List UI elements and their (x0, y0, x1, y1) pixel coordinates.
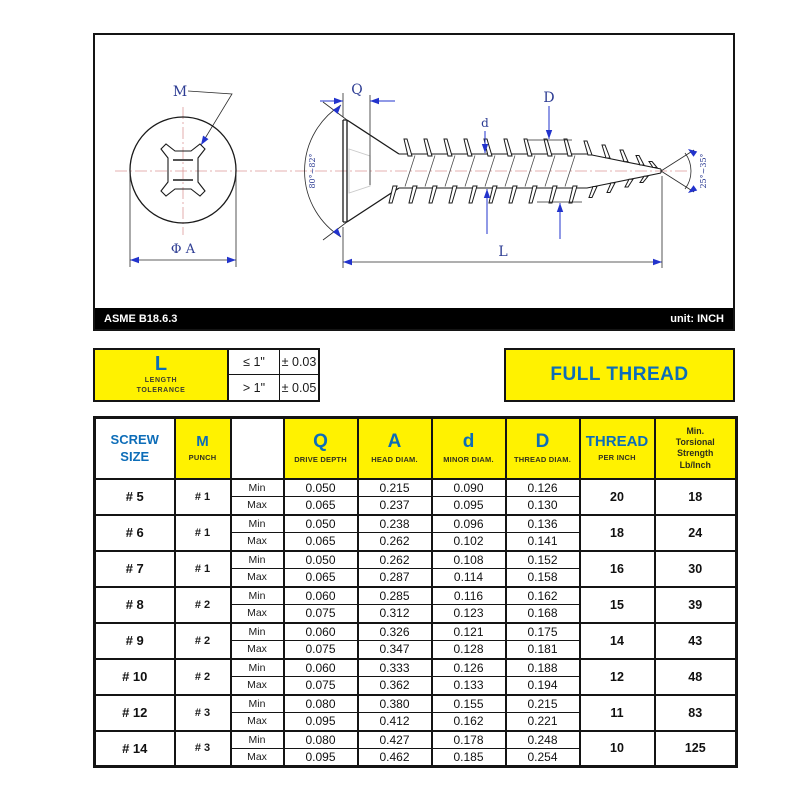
table-cell: 14 (580, 623, 655, 659)
side-view-dimensions (130, 82, 708, 268)
table-cell: # 2 (175, 587, 231, 623)
label-d: d (481, 116, 489, 130)
header-drive-depth: Q DRIVE DEPTH (284, 418, 358, 479)
table-cell: 0.050 (284, 515, 358, 533)
table-cell: Min (231, 731, 284, 749)
table-cell: 125 (655, 731, 737, 767)
table-cell: 0.133 (432, 677, 506, 695)
table-cell: 0.152 (506, 551, 580, 569)
spec-row-min (95, 623, 737, 641)
table-cell: Min (231, 479, 284, 497)
table-cell: 0.095 (284, 713, 358, 731)
table-cell: 0.333 (358, 659, 432, 677)
table-cell: Max (231, 497, 284, 515)
table-cell: 0.380 (358, 695, 432, 713)
tolerance-value-1: ± 0.03 (280, 350, 318, 375)
label-l: L (498, 244, 508, 260)
table-cell: # 10 (95, 659, 175, 695)
table-cell: 0.285 (358, 587, 432, 605)
table-cell: # 5 (95, 479, 175, 515)
table-cell: 24 (655, 515, 737, 551)
table-cell: # 14 (95, 731, 175, 767)
table-cell: 0.347 (358, 641, 432, 659)
table-cell: 43 (655, 623, 737, 659)
table-cell: 0.155 (432, 695, 506, 713)
table-cell: Min (231, 551, 284, 569)
spec-row-min (95, 587, 737, 605)
table-cell: 0.075 (284, 605, 358, 623)
header-minor-diam: d MINOR DIAM. (432, 418, 506, 479)
table-cell: 0.215 (506, 695, 580, 713)
table-cell: Max (231, 713, 284, 731)
table-cell: 0.096 (432, 515, 506, 533)
header-torsional-strength: Min. Torsional Strength Lb/Inch (655, 418, 737, 479)
table-cell: 0.427 (358, 731, 432, 749)
header-punch: M PUNCH (175, 418, 231, 479)
table-cell: # 1 (175, 479, 231, 515)
label-phi-a: Φ A (170, 242, 196, 257)
table-cell: # 1 (175, 515, 231, 551)
table-cell: 0.158 (506, 569, 580, 587)
table-cell: 0.262 (358, 551, 432, 569)
tolerance-value-2: ± 0.05 (281, 380, 317, 395)
full-thread-badge: FULL THREAD (504, 348, 735, 402)
length-tolerance-box (93, 348, 320, 402)
label-head-angle: 80°~82° (308, 153, 317, 189)
table-cell: 12 (580, 659, 655, 695)
label-m: M (172, 84, 188, 100)
spec-row-min (95, 479, 737, 497)
header-minmax (231, 418, 284, 479)
table-cell: 0.136 (506, 515, 580, 533)
table-cell: 0.262 (358, 533, 432, 551)
table-cell: 0.162 (506, 587, 580, 605)
unit-label: unit: INCH (670, 312, 724, 325)
header-head-diam: A HEAD DIAM. (358, 418, 432, 479)
table-cell: 0.181 (506, 641, 580, 659)
table-cell: 0.188 (506, 659, 580, 677)
table-cell: Min (231, 515, 284, 533)
table-cell: 0.130 (506, 497, 580, 515)
spec-row-min (95, 695, 737, 713)
tolerance-symbol-cell (95, 350, 229, 400)
table-cell: 0.287 (358, 569, 432, 587)
table-cell: Min (231, 695, 284, 713)
table-cell: 0.060 (284, 659, 358, 677)
tolerance-symbol: L (154, 352, 168, 375)
label-point-angle: 25°~35° (699, 153, 708, 189)
table-cell: 0.162 (432, 713, 506, 731)
table-cell: # 3 (175, 695, 231, 731)
table-cell: 83 (655, 695, 737, 731)
table-cell: 0.126 (432, 659, 506, 677)
header-thread-diam: D THREAD DIAM. (506, 418, 580, 479)
table-cell: 0.326 (358, 623, 432, 641)
table-cell: 0.121 (432, 623, 506, 641)
standard-label: ASME B18.6.3 (104, 312, 178, 325)
table-cell: 0.254 (506, 749, 580, 767)
table-cell: # 12 (95, 695, 175, 731)
table-cell: 0.362 (358, 677, 432, 695)
technical-drawing-frame (93, 33, 735, 331)
table-cell: 0.065 (284, 533, 358, 551)
table-cell: # 7 (95, 551, 175, 587)
spec-row-min (95, 551, 737, 569)
table-cell: 11 (580, 695, 655, 731)
table-cell: 0.123 (432, 605, 506, 623)
table-cell: Max (231, 749, 284, 767)
label-q: Q (351, 82, 363, 98)
table-cell: 0.175 (506, 623, 580, 641)
dd-dimension-lines (549, 106, 560, 239)
table-cell: 0.090 (432, 479, 506, 497)
table-cell: 0.060 (284, 623, 358, 641)
table-cell: # 6 (95, 515, 175, 551)
table-cell: 39 (655, 587, 737, 623)
table-cell: 0.050 (284, 479, 358, 497)
spec-table-body (95, 479, 737, 767)
table-cell: Min (231, 623, 284, 641)
table-cell: # 2 (175, 623, 231, 659)
table-cell: 0.060 (284, 587, 358, 605)
spec-row-min (95, 515, 737, 533)
spec-table-header (95, 418, 737, 479)
centerlines (115, 107, 687, 235)
table-cell: Min (231, 659, 284, 677)
table-cell: 0.114 (432, 569, 506, 587)
header-thread-per-inch: THREAD PER INCH (580, 418, 655, 479)
table-cell: 0.194 (506, 677, 580, 695)
table-cell: # 2 (175, 659, 231, 695)
table-cell: 0.185 (432, 749, 506, 767)
table-cell: 0.412 (358, 713, 432, 731)
table-cell: Max (231, 533, 284, 551)
table-cell: 20 (580, 479, 655, 515)
table-cell: 0.168 (506, 605, 580, 623)
table-cell: 16 (580, 551, 655, 587)
tolerance-caption: LENGTH TOLERANCE (136, 376, 186, 394)
table-cell: Max (231, 641, 284, 659)
dimension-arrowheads (130, 98, 697, 265)
table-cell: 48 (655, 659, 737, 695)
spec-row-min (95, 659, 737, 677)
table-cell: 0.095 (432, 497, 506, 515)
table-cell: 0.075 (284, 641, 358, 659)
table-cell: 0.095 (284, 749, 358, 767)
label-dd: D (543, 90, 555, 106)
table-cell: 0.080 (284, 731, 358, 749)
table-cell: 0.238 (358, 515, 432, 533)
table-cell: 0.065 (284, 497, 358, 515)
table-cell: 18 (655, 479, 737, 515)
table-cell: 0.237 (358, 497, 432, 515)
table-cell: Max (231, 605, 284, 623)
table-cell: 0.312 (358, 605, 432, 623)
table-cell: # 3 (175, 731, 231, 767)
table-cell: 0.126 (506, 479, 580, 497)
table-cell: 0.248 (506, 731, 580, 749)
table-cell: 18 (580, 515, 655, 551)
table-cell: 0.178 (432, 731, 506, 749)
table-cell: Min (231, 587, 284, 605)
table-cell: 0.462 (358, 749, 432, 767)
table-cell: 0.215 (358, 479, 432, 497)
tolerance-condition-2: > 1" (229, 375, 280, 400)
table-cell: 0.116 (432, 587, 506, 605)
table-cell: 15 (580, 587, 655, 623)
table-cell: 0.221 (506, 713, 580, 731)
table-cell: 30 (655, 551, 737, 587)
table-cell: 0.102 (432, 533, 506, 551)
spec-row-min (95, 731, 737, 749)
table-cell: # 9 (95, 623, 175, 659)
table-cell: 0.141 (506, 533, 580, 551)
table-cell: Max (231, 569, 284, 587)
table-cell: 0.050 (284, 551, 358, 569)
title-bar (95, 308, 733, 329)
table-cell: # 1 (175, 551, 231, 587)
table-cell: 0.128 (432, 641, 506, 659)
table-cell: Max (231, 677, 284, 695)
table-cell: 10 (580, 731, 655, 767)
screw-technical-drawing (95, 35, 733, 308)
table-cell: 0.075 (284, 677, 358, 695)
screw-spec-table (93, 416, 738, 768)
header-screw-size: SCREW SIZE (95, 418, 175, 479)
table-cell: 0.065 (284, 569, 358, 587)
table-cell: 0.108 (432, 551, 506, 569)
table-cell: 0.080 (284, 695, 358, 713)
table-cell: # 8 (95, 587, 175, 623)
tolerance-condition-1: ≤ 1" (229, 350, 280, 375)
